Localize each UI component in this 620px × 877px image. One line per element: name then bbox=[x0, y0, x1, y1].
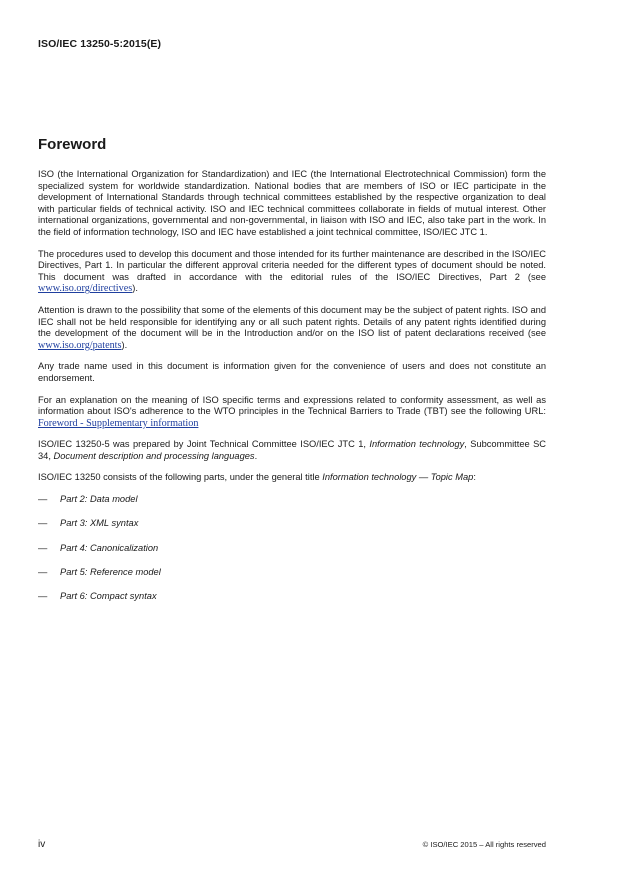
paragraph-prepared-by: ISO/IEC 13250-5 was prepared by Joint Technical Committee ISO/IEC JTC 1, Information technology, Subcommittee SC 34, Document description and processing languages. bbox=[38, 439, 546, 461]
list-item: — Part 4: Canonicalization bbox=[38, 542, 159, 553]
patents-link[interactable]: www.iso.org/patents bbox=[38, 339, 122, 351]
paragraph-conformity: For an explanation on the meaning of ISO specific terms and expressions related to conformity assessment, as well as information about ISO's adherence to the WTO principles in the Technical Barriers to Trade (TBT) see the following URL: Foreword - Supplementary information bbox=[38, 394, 546, 429]
directives-link[interactable]: www.iso.org/directives bbox=[38, 283, 133, 295]
foreword-body bbox=[38, 169, 546, 615]
page-number: iv bbox=[38, 839, 46, 850]
copyright-notice: © ISO/IEC 2015 – All rights reserved bbox=[422, 840, 546, 849]
paragraph-procedures: The procedures used to develop this document and those intended for its further maintenance are described in the ISO/IEC Directives, Part 1. In particular the different approval criteria needed for the different types of document should be noted. This document was drafted in accordance with the editorial rules of the ISO/IEC Directives, Part 2 (see www.iso.org/directives). bbox=[38, 248, 546, 295]
paragraph-parts-intro: ISO/IEC 13250 consists of the following parts, under the general title Information technology — Topic Map: bbox=[38, 472, 476, 483]
parts-list bbox=[38, 494, 546, 603]
list-item: — Part 6: Compact syntax bbox=[38, 591, 157, 602]
page-title: Foreword bbox=[38, 136, 107, 153]
list-item: — Part 3: XML syntax bbox=[38, 518, 139, 529]
paragraph-patents: Attention is drawn to the possibility that some of the elements of this document may be the subject of patent rights. ISO and IEC shall not be held responsible for identifying any or all such patent rights. Details of any patent rights identified during the development of the document will be in the Introduction and/or on the ISO list of patent declarations received (see www.iso.org/patents). bbox=[38, 304, 546, 351]
paragraph-trade-name: Any trade name used in this document is information given for the convenience of users and does not constitute an endorsement. bbox=[38, 361, 546, 383]
document-identifier: ISO/IEC 13250-5:2015(E) bbox=[38, 38, 162, 50]
paragraph-iso-iec: ISO (the International Organization for Standardization) and IEC (the International Electrotechnical Commission) form the specialized system for worldwide standardization. National bodies that are members of ISO or IEC participate in the development of International Standards through technical committees established by the respective organization to deal with particular fields of technical activity. ISO and IEC technical committees collaborate in fields of mutual interest. Other international organizations, governmental and non-governmental, in liaison with ISO and IEC, also take part in the work. In the field of information technology, ISO and IEC have established a joint technical committee, ISO/IEC JTC 1. bbox=[38, 169, 546, 237]
list-item: — Part 2: Data model bbox=[38, 494, 138, 505]
supplementary-info-link[interactable]: Foreword - Supplementary information bbox=[38, 417, 199, 429]
list-item: — Part 5: Reference model bbox=[38, 566, 161, 577]
